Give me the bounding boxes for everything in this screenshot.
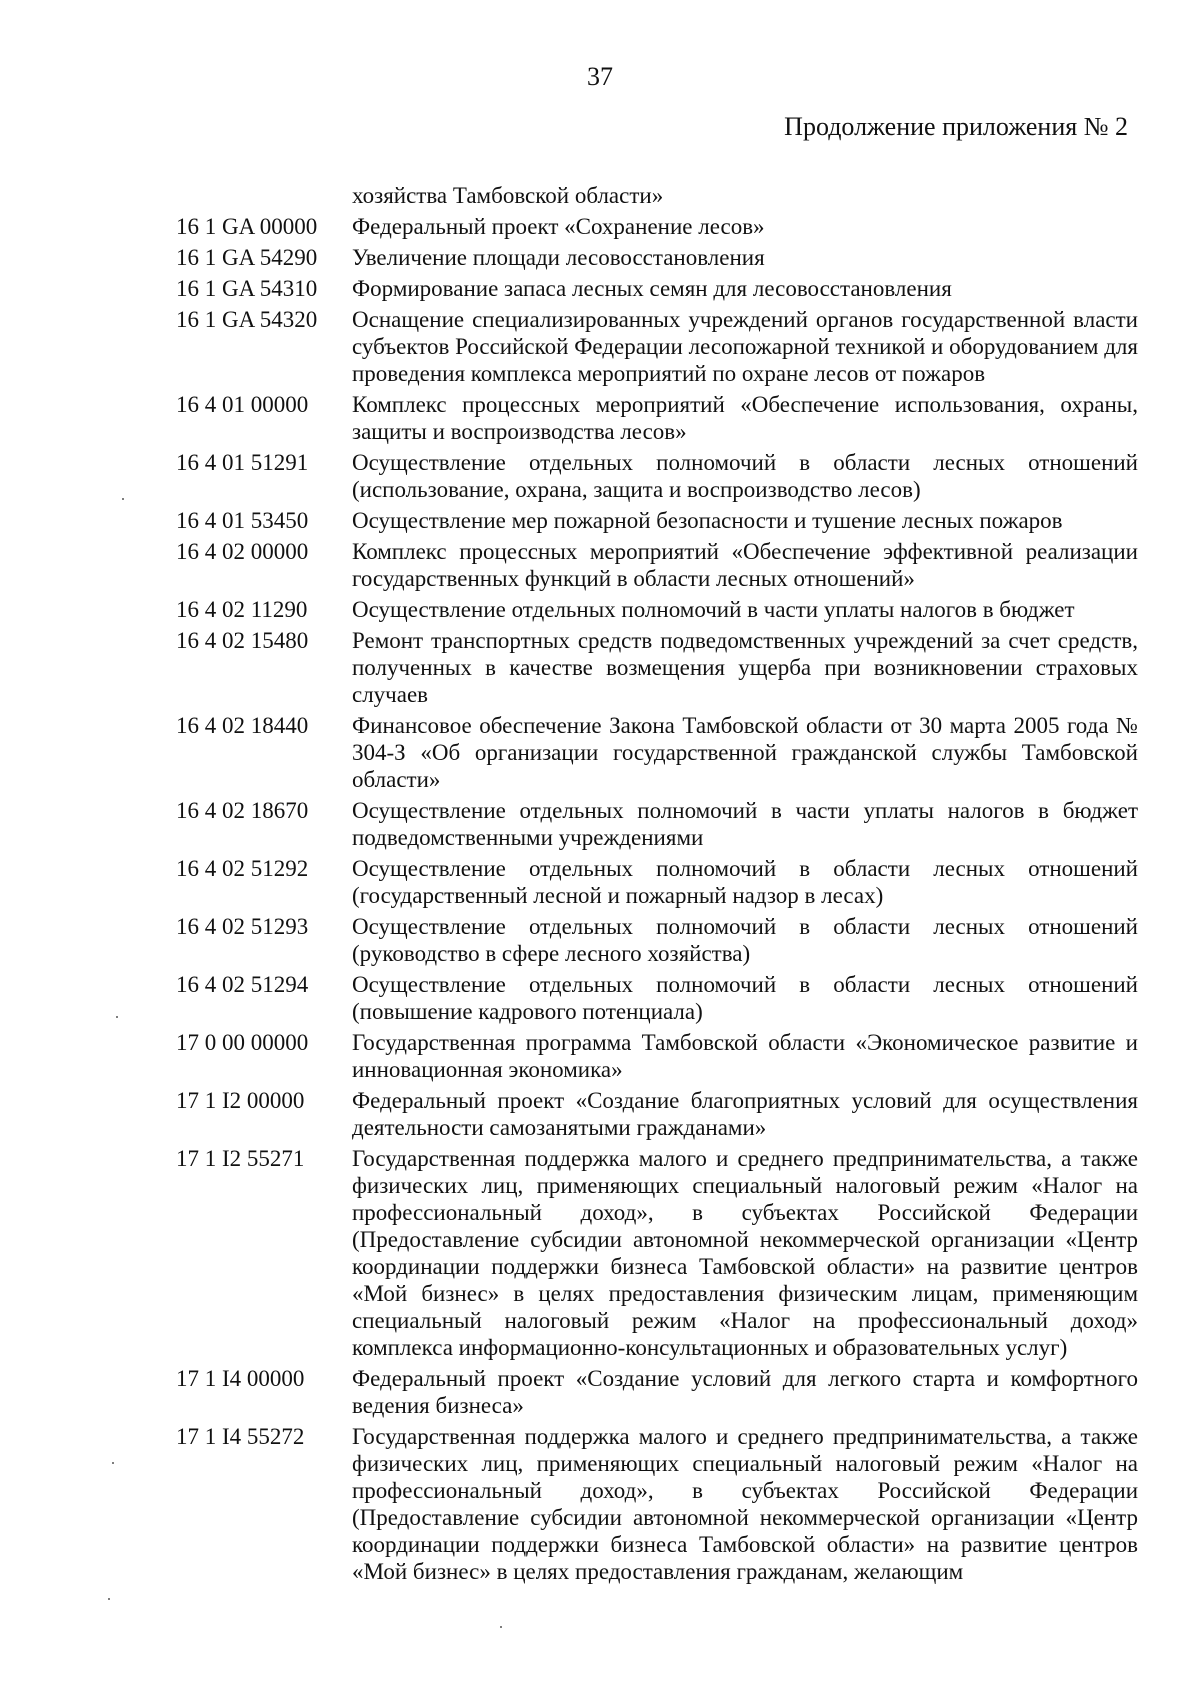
table-row [176, 797, 1138, 851]
row-code: 16 4 01 00000 [176, 392, 309, 417]
row-code: 17 1 I2 55271 [176, 1146, 305, 1171]
row-description: хозяйства Тамбовской области» [352, 183, 664, 208]
row-description: Осуществление отдельных полномочий в области лесных отношений (руководство в сфере лесного хозяйства) [352, 914, 1138, 966]
table-row [176, 1087, 1138, 1141]
row-code: 16 1 GA 54290 [176, 245, 318, 270]
table-row [176, 712, 1138, 793]
row-description: Осуществление мер пожарной безопасности и тушение лесных пожаров [352, 508, 1063, 533]
scan-speck [116, 1016, 118, 1018]
row-code: 16 1 GA 00000 [176, 214, 318, 239]
budget-code-table [176, 182, 1138, 1589]
row-description: Государственная поддержка малого и среднего предпринимательства, а также физических лиц, применяющих специальный налоговый режим «Налог на профессиональный доход», в субъектах Российской Федерации (Предоставление субсидии автономной некоммерческой организации «Центр координации поддержки бизнеса Тамбовской области» на развитие центров «Мой бизнес» в целях предоставления гражданам, желающим [352, 1424, 1138, 1584]
table-row [176, 627, 1138, 708]
row-description: Федеральный проект «Создание условий для легкого старта и комфортного ведения бизнеса» [352, 1366, 1138, 1418]
row-code: 17 0 00 00000 [176, 1030, 309, 1055]
table-row [176, 538, 1138, 592]
table-row [176, 306, 1138, 387]
row-code: 16 4 01 53450 [176, 508, 309, 533]
row-description: Увеличение площади лесовосстановления [352, 245, 765, 270]
table-row [176, 244, 1138, 271]
row-code: 16 4 02 51294 [176, 972, 309, 997]
row-description: Комплекс процессных мероприятий «Обеспечение использования, охраны, защиты и воспроизводства лесов» [352, 392, 1138, 444]
appendix-title: Продолжение приложения № 2 [784, 112, 1128, 141]
row-description: Государственная поддержка малого и среднего предпринимательства, а также физических лиц, применяющих специальный налоговый режим «Налог на профессиональный доход», в субъектах Российской Федерации (Предоставление субсидии автономной некоммерческой организации «Центр координации поддержки бизнеса Тамбовской области» на развитие центров «Мой бизнес» в целях предоставления физическим лицам, применяющим специальный налоговый режим «Налог на профессиональный доход» комплекса информационно-консультационных и образовательных услуг) [352, 1146, 1138, 1360]
table-row [176, 1145, 1138, 1361]
row-code: 17 1 I4 55272 [176, 1424, 305, 1449]
row-description: Осуществление отдельных полномочий в области лесных отношений (повышение кадрового потенциала) [352, 972, 1138, 1024]
row-code: 16 4 02 11290 [176, 597, 308, 622]
scan-speck [108, 1598, 110, 1600]
table-row [176, 596, 1138, 623]
table-row [176, 507, 1138, 534]
table-row [176, 1423, 1138, 1585]
row-code: 16 4 01 51291 [176, 450, 309, 475]
row-description: Осуществление отдельных полномочий в области лесных отношений (государственный лесной и пожарный надзор в лесах) [352, 856, 1138, 908]
row-code: 17 1 I2 00000 [176, 1088, 305, 1113]
table-row [176, 913, 1138, 967]
page-number: 37 [587, 62, 613, 91]
table-row [176, 855, 1138, 909]
row-code: 16 1 GA 54310 [176, 276, 318, 301]
scan-speck [122, 498, 124, 500]
row-code: 16 4 02 51293 [176, 914, 309, 939]
row-description: Государственная программа Тамбовской области «Экономическое развитие и инновационная экономика» [352, 1030, 1138, 1082]
table-row [176, 1029, 1138, 1083]
row-code: 17 1 I4 00000 [176, 1366, 305, 1391]
row-description: Федеральный проект «Создание благоприятных условий для осуществления деятельности самозанятыми гражданами» [352, 1088, 1138, 1140]
row-description: Оснащение специализированных учреждений органов государственной власти субъектов Российской Федерации лесопожарной техникой и оборудованием для проведения комплекса мероприятий по охране лесов от пожаров [352, 307, 1138, 386]
table-row [176, 1365, 1138, 1419]
row-code: 16 4 02 18440 [176, 713, 309, 738]
table-row [176, 275, 1138, 302]
row-description: Комплекс процессных мероприятий «Обеспечение эффективной реализации государственных функций в области лесных отношений» [352, 539, 1138, 591]
scan-speck [112, 1462, 114, 1464]
row-description: Ремонт транспортных средств подведомственных учреждений за счет средств, полученных в качестве возмещения ущерба при возникновении страховых случаев [352, 628, 1138, 707]
row-description: Формирование запаса лесных семян для лесовосстановления [352, 276, 952, 301]
table-row [176, 182, 1138, 209]
row-description: Осуществление отдельных полномочий в части уплаты налогов в бюджет подведомственными учреждениями [352, 798, 1138, 850]
row-code: 16 4 02 15480 [176, 628, 309, 653]
row-code: 16 4 02 00000 [176, 539, 309, 564]
row-code: 16 4 02 51292 [176, 856, 309, 881]
row-description: Осуществление отдельных полномочий в области лесных отношений (использование, охрана, защита и воспроизводство лесов) [352, 450, 1138, 502]
table-row [176, 213, 1138, 240]
row-code: 16 1 GA 54320 [176, 307, 318, 332]
scan-speck [500, 1626, 502, 1628]
table-row [176, 971, 1138, 1025]
row-code: 16 4 02 18670 [176, 798, 309, 823]
table-row [176, 391, 1138, 445]
row-description: Осуществление отдельных полномочий в части уплаты налогов в бюджет [352, 597, 1075, 622]
row-description: Федеральный проект «Сохранение лесов» [352, 214, 765, 239]
table-row [176, 449, 1138, 503]
row-description: Финансовое обеспечение Закона Тамбовской области от 30 марта 2005 года № 304-З «Об организации государственной гражданской службы Тамбовской области» [352, 713, 1138, 792]
